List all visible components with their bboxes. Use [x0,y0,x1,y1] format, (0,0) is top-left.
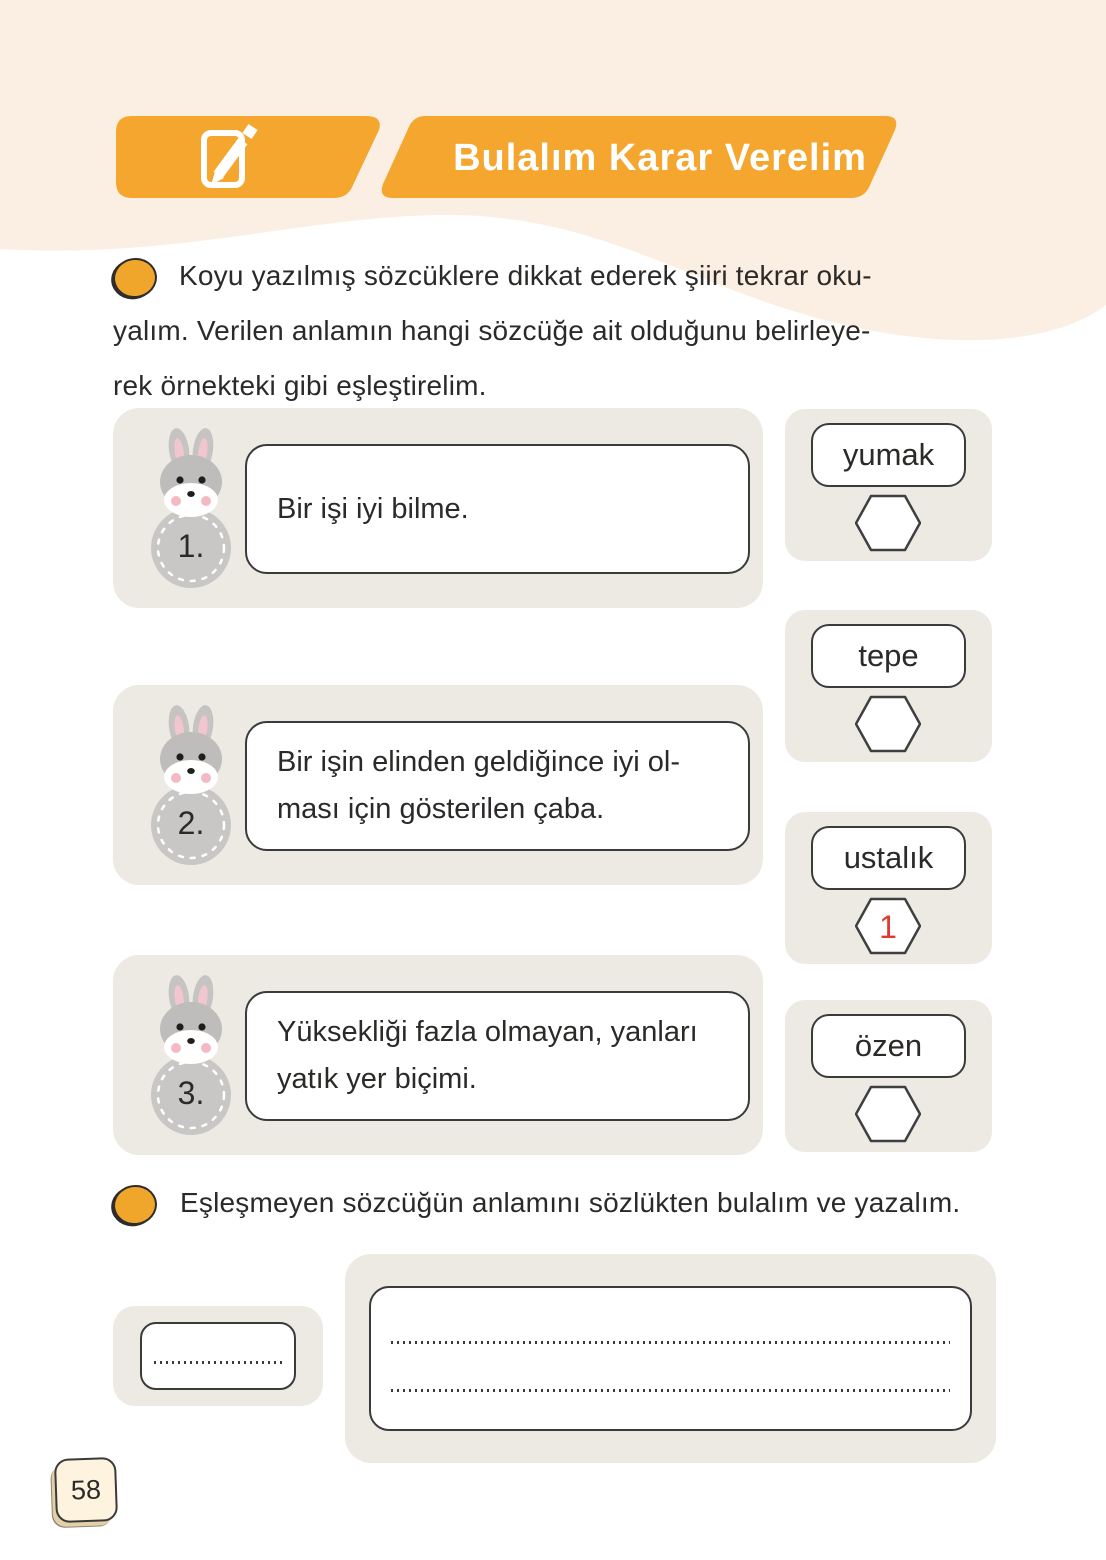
definition-box [245,721,750,851]
writing-line[interactable] [154,1361,282,1364]
writing-line[interactable] [391,1389,950,1392]
instruction-second [180,1178,1000,1228]
answer-value[interactable] [855,1086,921,1144]
instruction-bullet [110,1182,159,1228]
definition-item-3 [113,955,763,1155]
instruction-line: yalım. Verilen anlamın hangi sözcüğe ait olduğunu belirleye- [113,315,871,346]
definition-text: ması için gösterilen çaba. [277,793,605,825]
word-card-ozen [785,1000,992,1152]
word-answer-panel [113,1306,323,1406]
answer-hexagon[interactable] [855,896,921,956]
definition-text: Bir işi iyi bilme. [277,492,469,525]
word-card-tepe [785,610,992,762]
answer-value[interactable] [855,696,921,754]
word-label: yumak [811,423,966,487]
page-number: 58 [70,1473,102,1506]
item-number: 2. [177,805,205,841]
definition-box [245,991,750,1121]
answer-hexagon[interactable] [855,493,921,553]
definition-item-2 [113,685,763,885]
answer-value[interactable] [855,495,921,553]
word-label: özen [811,1014,966,1078]
rabbit-number-marker [141,971,241,1143]
rabbit-icon [141,971,241,1143]
definition-item-1 [113,408,763,608]
meaning-answer-box[interactable] [369,1286,972,1431]
answer-value[interactable]: 1 [879,908,897,945]
instruction-line: Eşleşmeyen sözcüğün anlamını sözlükten bulalım ve yazalım. [180,1187,961,1218]
page-title: Bulalım Karar Verelim [453,136,867,179]
page-number-badge [54,1457,118,1523]
instruction-first [113,248,963,413]
meaning-answer-panel [345,1254,996,1463]
rabbit-number-marker [141,701,241,873]
definition-text: Bir işin elinden geldiğince iyi ol- [277,746,680,778]
definition-text: yatık yer biçimi. [277,1063,477,1095]
instruction-line: rek örnekteki gibi eşleştirelim. [113,370,487,401]
rabbit-icon [141,701,241,873]
instruction-line: Koyu yazılmış sözcüklere dikkat ederek şiiri tekrar oku- [179,260,872,291]
word-label: tepe [811,624,966,688]
word-label: ustalık [811,826,966,890]
answer-hexagon[interactable] [855,694,921,754]
word-card-yumak [785,409,992,561]
item-number: 3. [177,1075,205,1111]
answer-hexagon[interactable] [855,1084,921,1144]
definition-box [245,444,750,574]
word-card-ustalik [785,812,992,964]
rabbit-number-marker [141,424,241,596]
word-answer-box[interactable] [140,1322,296,1390]
item-number: 1. [177,528,205,564]
rabbit-icon [141,424,241,596]
writing-line[interactable] [391,1341,950,1344]
definition-text: Yüksekliği fazla olmayan, yanları [277,1016,698,1048]
